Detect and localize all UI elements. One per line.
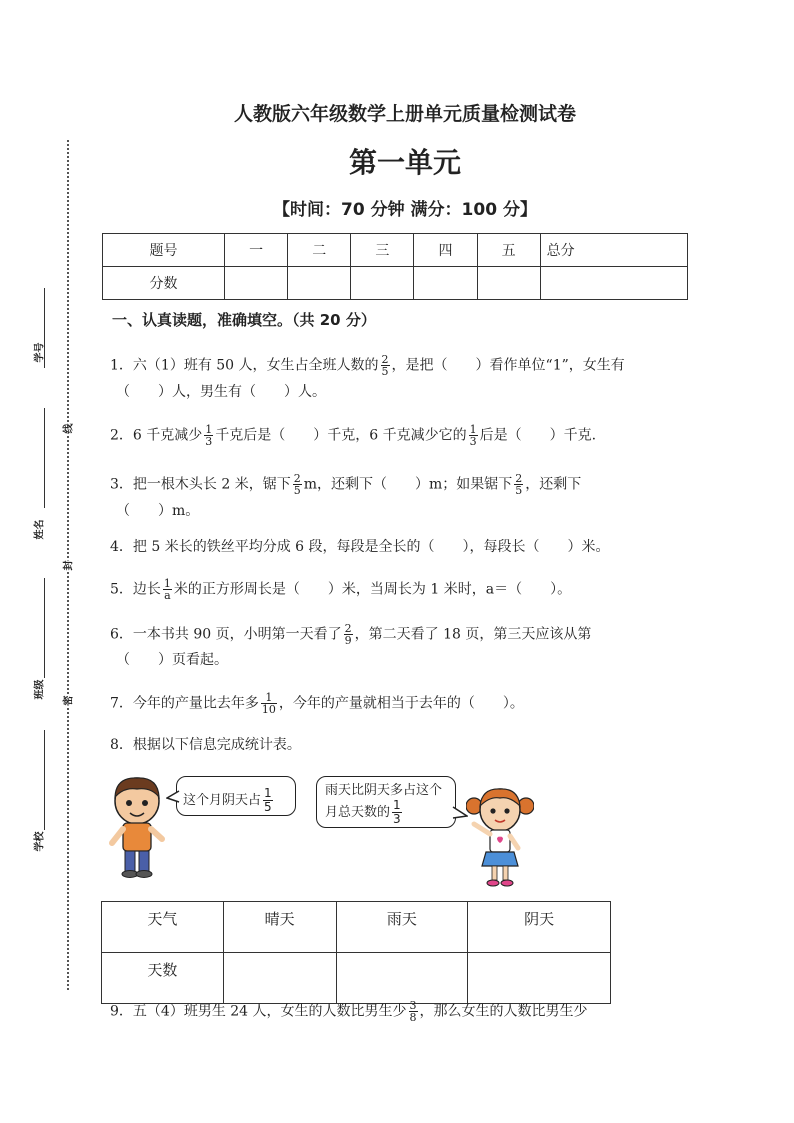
weather-row-label: 天数 [102, 953, 224, 1004]
weather-header-cell: 天气 [102, 902, 224, 953]
question-5: 5．边长 $\frac{1}{a}$ 米的正方形周长是（ ）米，当周长为 1 米时，a＝（ ）。 [110, 577, 572, 602]
question-8: 8．根据以下信息完成统计表。 [110, 737, 301, 753]
weather-header-cell: 晴天 [223, 902, 336, 953]
score-table [102, 233, 688, 300]
score-table-score-row [103, 267, 688, 300]
score-cell: 二 [288, 234, 351, 267]
score-blank[interactable] [225, 267, 288, 300]
girl-speech-bubble: 雨天比阴天多占这个 月总天数的 $\frac{1}{3}$ [316, 776, 456, 828]
fraction: $\frac{1}{5}$ [264, 786, 272, 814]
seal-char-secret: 密 [59, 696, 76, 706]
fraction: $\frac{1}{3}$ [393, 798, 401, 826]
score-blank[interactable] [288, 267, 351, 300]
seal-char-seal: 封 [59, 561, 76, 571]
boy-illustration [106, 773, 168, 879]
exam-meta: 【时间：70 分钟 满分：100 分】 [273, 200, 537, 220]
seal-char-line: 线 [59, 424, 76, 434]
weather-blank[interactable] [223, 953, 336, 1004]
fraction: $\frac{1}{a}$ [163, 577, 171, 602]
weather-header-cell: 雨天 [336, 902, 468, 953]
side-label-school: 学校 [34, 831, 46, 852]
score-cell: 题号 [103, 234, 225, 267]
class-line [44, 578, 45, 678]
question-7: 7．今年的产量比去年多 $\frac{1}{10}$ ，今年的产量就相当于去年的（ ）。 [110, 691, 524, 716]
unit-title: 第一单元 [348, 146, 461, 179]
section1-title: 一、认真读题，准确填空。（共 20 分） [112, 311, 376, 329]
score-cell: 五 [477, 234, 540, 267]
score-label: 分数 [103, 267, 225, 300]
weather-table [101, 901, 611, 1004]
question-1: 1．六（1）班有 50 人，女生占全班人数的 $\frac{2}{5}$ ，是把（ ）看作单位“1”，女生有 [110, 353, 625, 378]
fraction: $\frac{2}{5}$ [381, 353, 389, 378]
weather-blank[interactable] [468, 953, 611, 1004]
score-cell: 总分 [540, 234, 687, 267]
question-4: 4．把 5 米长的铁丝平均分成 6 段，每段是全长的（ ），每段长（ ）米。 [110, 539, 610, 555]
question-3: 3．把一根木头长 2 米，锯下 $\frac{2}{5}$ m，还剩下（ ）m；如果锯下 $\frac{2}{5}$ ，还剩下 [110, 472, 582, 497]
question-1-line2: （ ）人，男生有（ ）人。 [116, 384, 326, 400]
score-cell: 四 [414, 234, 477, 267]
weather-blank[interactable] [336, 953, 468, 1004]
score-blank[interactable] [477, 267, 540, 300]
fraction: $\frac{1}{10}$ [261, 691, 276, 716]
fraction: $\frac{3}{8}$ [409, 999, 417, 1024]
fraction: $\frac{2}{9}$ [344, 622, 352, 647]
score-blank[interactable] [414, 267, 477, 300]
score-blank[interactable] [540, 267, 687, 300]
exam-title: 人教版六年级数学上册单元质量检测试卷 [233, 103, 576, 125]
score-cell: 三 [351, 234, 414, 267]
fraction: $\frac{1}{3}$ [205, 423, 213, 448]
girl-illustration [466, 786, 534, 888]
question-6: 6．一本书共 90 页，小明第一天看了 $\frac{2}{9}$ ，第二天看了 18 页，第三天应该从第 [110, 622, 592, 647]
weather-header-cell: 阴天 [468, 902, 611, 953]
question-6-line2: （ ）页看起。 [116, 652, 228, 668]
score-blank[interactable] [351, 267, 414, 300]
fraction: $\frac{2}{5}$ [293, 472, 301, 497]
boy-bubble-tail [166, 790, 180, 804]
side-label-name: 姓名 [34, 519, 46, 540]
side-label-class: 班级 [34, 679, 46, 700]
score-cell: 一 [225, 234, 288, 267]
weather-header-row [102, 902, 611, 953]
question-9: 9．五（4）班男生 24 人，女生的人数比男生少 $\frac{3}{8}$ ，那么女生的人数比男生少 [110, 999, 588, 1024]
weather-days-row [102, 953, 611, 1004]
fraction: $\frac{1}{3}$ [469, 423, 477, 448]
fraction: $\frac{2}{5}$ [515, 472, 523, 497]
question-3-line2: （ ）m。 [116, 503, 200, 519]
boy-speech-bubble: 这个月阴天占 $\frac{1}{5}$ [176, 776, 296, 816]
school-line [44, 730, 45, 830]
side-label-student-id: 学号 [34, 342, 46, 363]
score-table-header-row [103, 234, 688, 267]
question-2: 2．6 千克减少 $\frac{1}{3}$ 千克后是（ ）千克，6 千克减少它的 $\frac{1}{3}$ 后是（ ）千克. [110, 423, 597, 448]
name-line [44, 408, 45, 508]
